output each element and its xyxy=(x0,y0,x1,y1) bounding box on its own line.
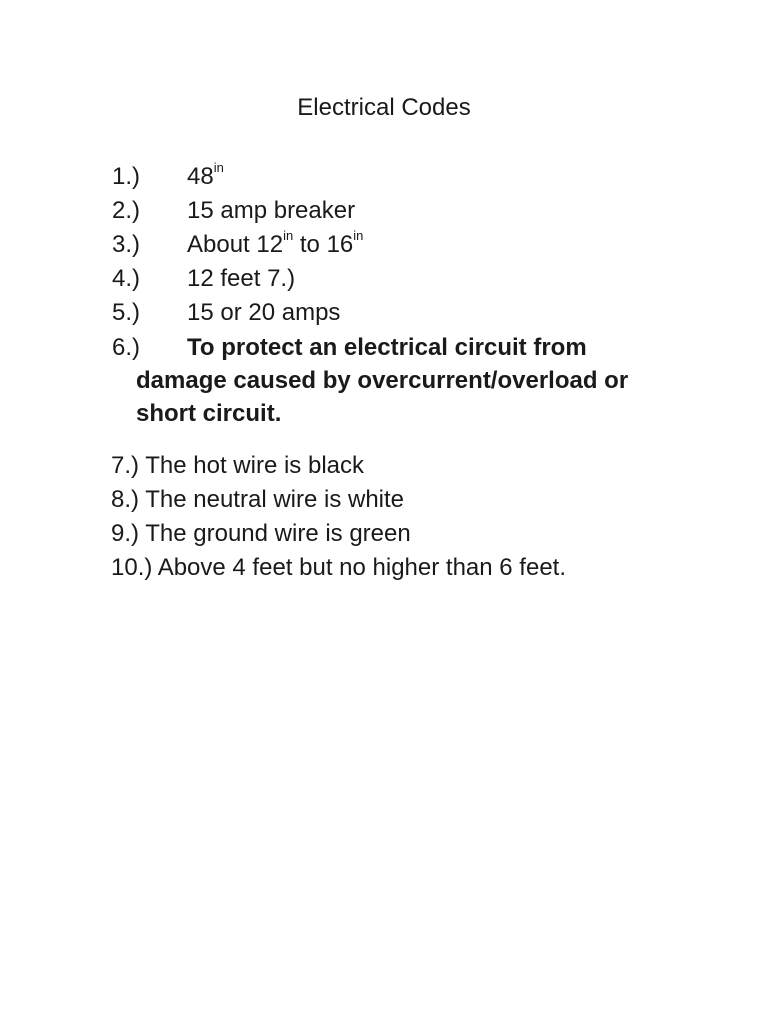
item-value: to 16 xyxy=(293,231,354,258)
item-text: To protect an electrical circuit from xyxy=(187,334,587,361)
item-number: 6.) xyxy=(112,334,141,361)
item-text: 15 or 20 amps xyxy=(187,299,341,326)
item-value: About 12 xyxy=(187,231,284,258)
unit-superscript: in xyxy=(353,228,364,243)
item-text xyxy=(187,228,363,265)
item-number: 4.) xyxy=(112,265,141,292)
item-text xyxy=(187,160,224,197)
answer-line: 7.) The hot wire is black xyxy=(111,452,364,479)
page-title: Electrical Codes xyxy=(297,94,471,121)
item-text-continuation: damage caused by overcurrent/overload or xyxy=(136,367,629,394)
item-number: 5.) xyxy=(112,299,141,326)
item-number: 2.) xyxy=(112,197,141,224)
item-text-continuation: short circuit. xyxy=(136,400,282,427)
answer-line: 8.) The neutral wire is white xyxy=(111,486,405,513)
unit-superscript: in xyxy=(283,228,294,243)
answer-line: 10.) Above 4 feet but no higher than 6 feet. xyxy=(111,554,567,581)
answer-line: 9.) The ground wire is green xyxy=(111,520,411,547)
item-text: 12 feet 7.) xyxy=(187,265,296,292)
item-number: 3.) xyxy=(112,231,141,258)
item-text: 15 amp breaker xyxy=(187,197,356,224)
item-value: 48 xyxy=(187,163,214,190)
item-number: 1.) xyxy=(112,163,141,190)
unit-superscript: in xyxy=(213,160,224,175)
